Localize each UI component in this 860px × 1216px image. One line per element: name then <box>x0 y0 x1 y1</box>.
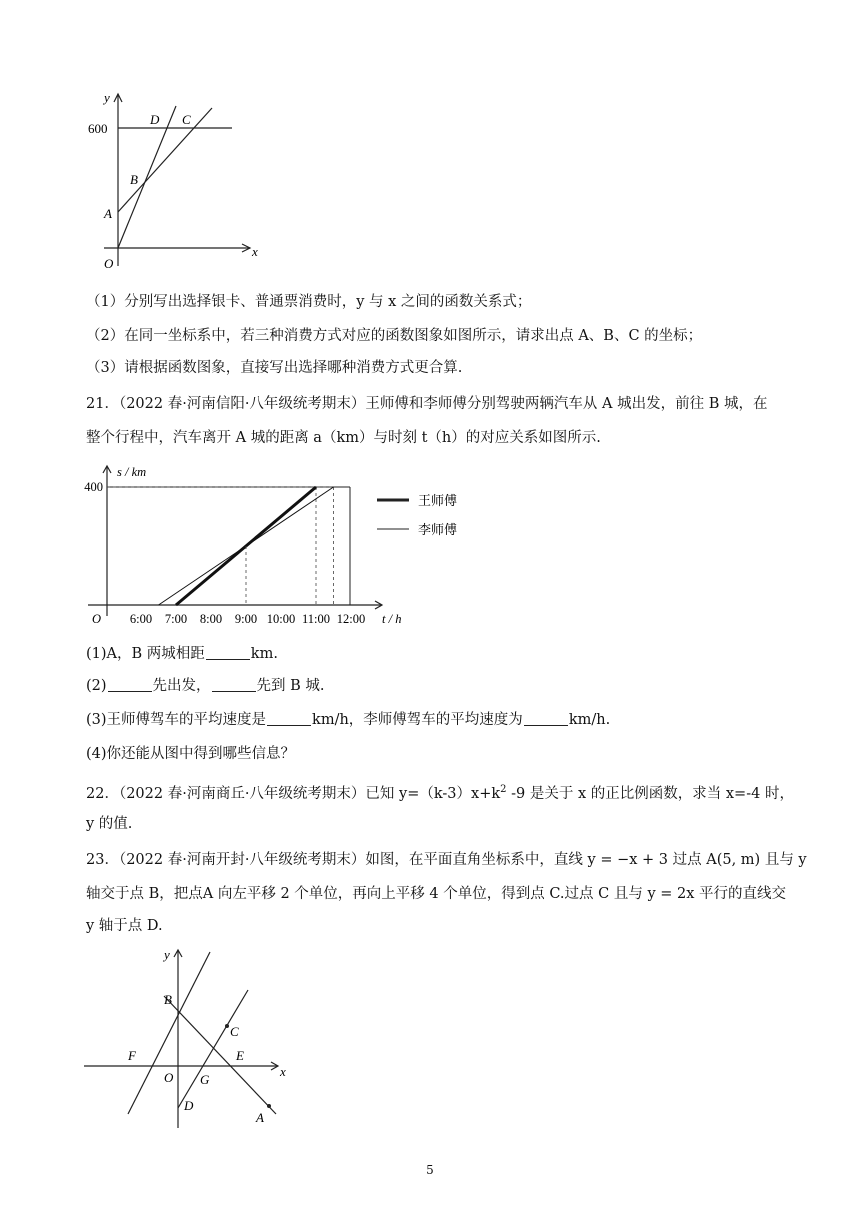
fig3-y-label: y <box>164 947 170 962</box>
fig1-line-od <box>118 106 176 248</box>
fig3-B-label: B <box>164 992 172 1007</box>
fig3-line-fb <box>128 952 210 1114</box>
fig3-A-label: A <box>256 1110 264 1125</box>
chart-x-tick-label: 8:00 <box>199 612 223 626</box>
q21-sub-2-text-c: 先到 B 城. <box>256 678 325 694</box>
chart-x-tick-label: 9:00 <box>234 612 258 626</box>
chart-y-tick-label: 400 <box>84 480 103 494</box>
fig1-C-label: C <box>182 112 191 127</box>
q21-blank-first-arrive[interactable] <box>212 677 256 692</box>
chart-x-tick-label: 10:00 <box>266 612 296 626</box>
q22-text-b: -9 是关于 x 的正比例函数，求当 x=-4 时， <box>506 786 794 802</box>
q23-stem-line-3: y 轴于点 D. <box>86 918 163 934</box>
q21-sub-3-text-a: (3)王师傅驾车的平均速度是 <box>86 712 267 728</box>
q22-stem-line-2: y 的值. <box>86 816 133 832</box>
chart-x-tick-label: 7:00 <box>164 612 188 626</box>
q21-sub-3-text-b: km/h，李师傅驾车的平均速度为 <box>312 712 523 728</box>
q21-line-chart <box>82 458 502 630</box>
fig3-point-A <box>267 1104 271 1108</box>
chart-origin-label: O <box>92 612 102 626</box>
chart-x-tick-label: 11:00 <box>301 612 331 626</box>
q21-sub-1-text-a: (1)A，B 两城相距 <box>86 646 205 662</box>
q21-blank-distance[interactable] <box>206 645 250 660</box>
fig3-D-label: D <box>184 1098 194 1113</box>
figure-3-graph <box>80 944 300 1130</box>
chart-x-title: t / h <box>382 612 402 626</box>
fig1-x-label: x <box>252 244 258 259</box>
q21-blank-wang-speed[interactable] <box>267 711 311 726</box>
fig1-line-ac <box>118 108 212 212</box>
q22-text-a: 22．（2022 春·河南商丘·八年级统考期末）已知 y=（k-3）x+k <box>86 786 501 802</box>
q21-sub-2 <box>86 676 325 696</box>
q21-sub-1 <box>86 644 278 664</box>
q21-sub-2-text-b: 先出发， <box>152 678 211 694</box>
chart-y-title: s / km <box>117 465 147 479</box>
q21-stem-line-1: 21．（2022 春·河南信阳·八年级统考期末）王师傅和李师傅分别驾驶两辆汽车从 A 城出发，前往 B 城，在 <box>86 396 768 412</box>
q22-exponent: 2 <box>500 784 507 795</box>
fig3-x-label: x <box>280 1064 286 1079</box>
fig3-F-label: F <box>128 1048 136 1063</box>
q21-blank-first-depart[interactable] <box>108 677 152 692</box>
fig3-O-label: O <box>164 1070 174 1085</box>
q22-stem-line-1 <box>86 780 794 804</box>
page-number: 5 <box>426 1163 434 1177</box>
fig1-A-label: A <box>104 206 112 221</box>
q21-blank-li-speed[interactable] <box>524 711 568 726</box>
fig3-point-C <box>225 1024 229 1028</box>
q21-sub-3 <box>86 710 610 730</box>
chart-x-tick-label: 6:00 <box>129 612 153 626</box>
q21-sub-4: (4)你还能从图中得到哪些信息？ <box>86 746 296 762</box>
fig3-line-ba <box>164 996 276 1114</box>
q20-part-2: （2）在同一坐标系中，若三种消费方式对应的函数图象如图所示，请求出点 A、B、C 的坐标； <box>86 328 703 344</box>
fig3-C-label: C <box>230 1024 239 1039</box>
fig1-600-label: 600 <box>88 121 108 136</box>
q23-stem-line-2: 轴交于点 B，把点A 向左平移 2 个单位，再向上平移 4 个单位，得到点 C.过点 C 且与 y = 2x 平行的直线交 <box>86 886 787 902</box>
q23-stem-line-1: 23．（2022 春·河南开封·八年级统考期末）如图，在平面直角坐标系中，直线 y = −x + 3 过点 A(5, m) 且与 y <box>86 852 807 868</box>
fig1-D-label: D <box>150 112 160 127</box>
chart-x-tick-label: 12:00 <box>336 612 366 626</box>
legend-label-li: 李师傅 <box>418 522 458 537</box>
fig3-E-label: E <box>236 1048 244 1063</box>
q21-sub-1-text-b: km. <box>250 646 278 662</box>
fig1-y-label: y <box>104 90 110 105</box>
q21-stem-line-2: 整个行程中，汽车离开 A 城的距离 a（km）与时刻 t（h）的对应关系如图所示. <box>86 430 601 446</box>
q21-sub-2-text-a: (2) <box>86 678 107 694</box>
q20-part-3: （3）请根据函数图象，直接写出选择哪种消费方式更合算. <box>86 360 463 376</box>
fig3-G-label: G <box>200 1072 210 1087</box>
fig1-B-label: B <box>130 172 138 187</box>
fig1-O-label: O <box>104 256 114 271</box>
figure-1-graph <box>82 86 272 276</box>
legend-label-wang: 王师傅 <box>418 493 458 508</box>
q21-sub-3-text-c: km/h. <box>568 712 611 728</box>
q20-part-1: （1）分别写出选择银卡、普通票消费时，y 与 x 之间的函数关系式； <box>86 294 532 310</box>
